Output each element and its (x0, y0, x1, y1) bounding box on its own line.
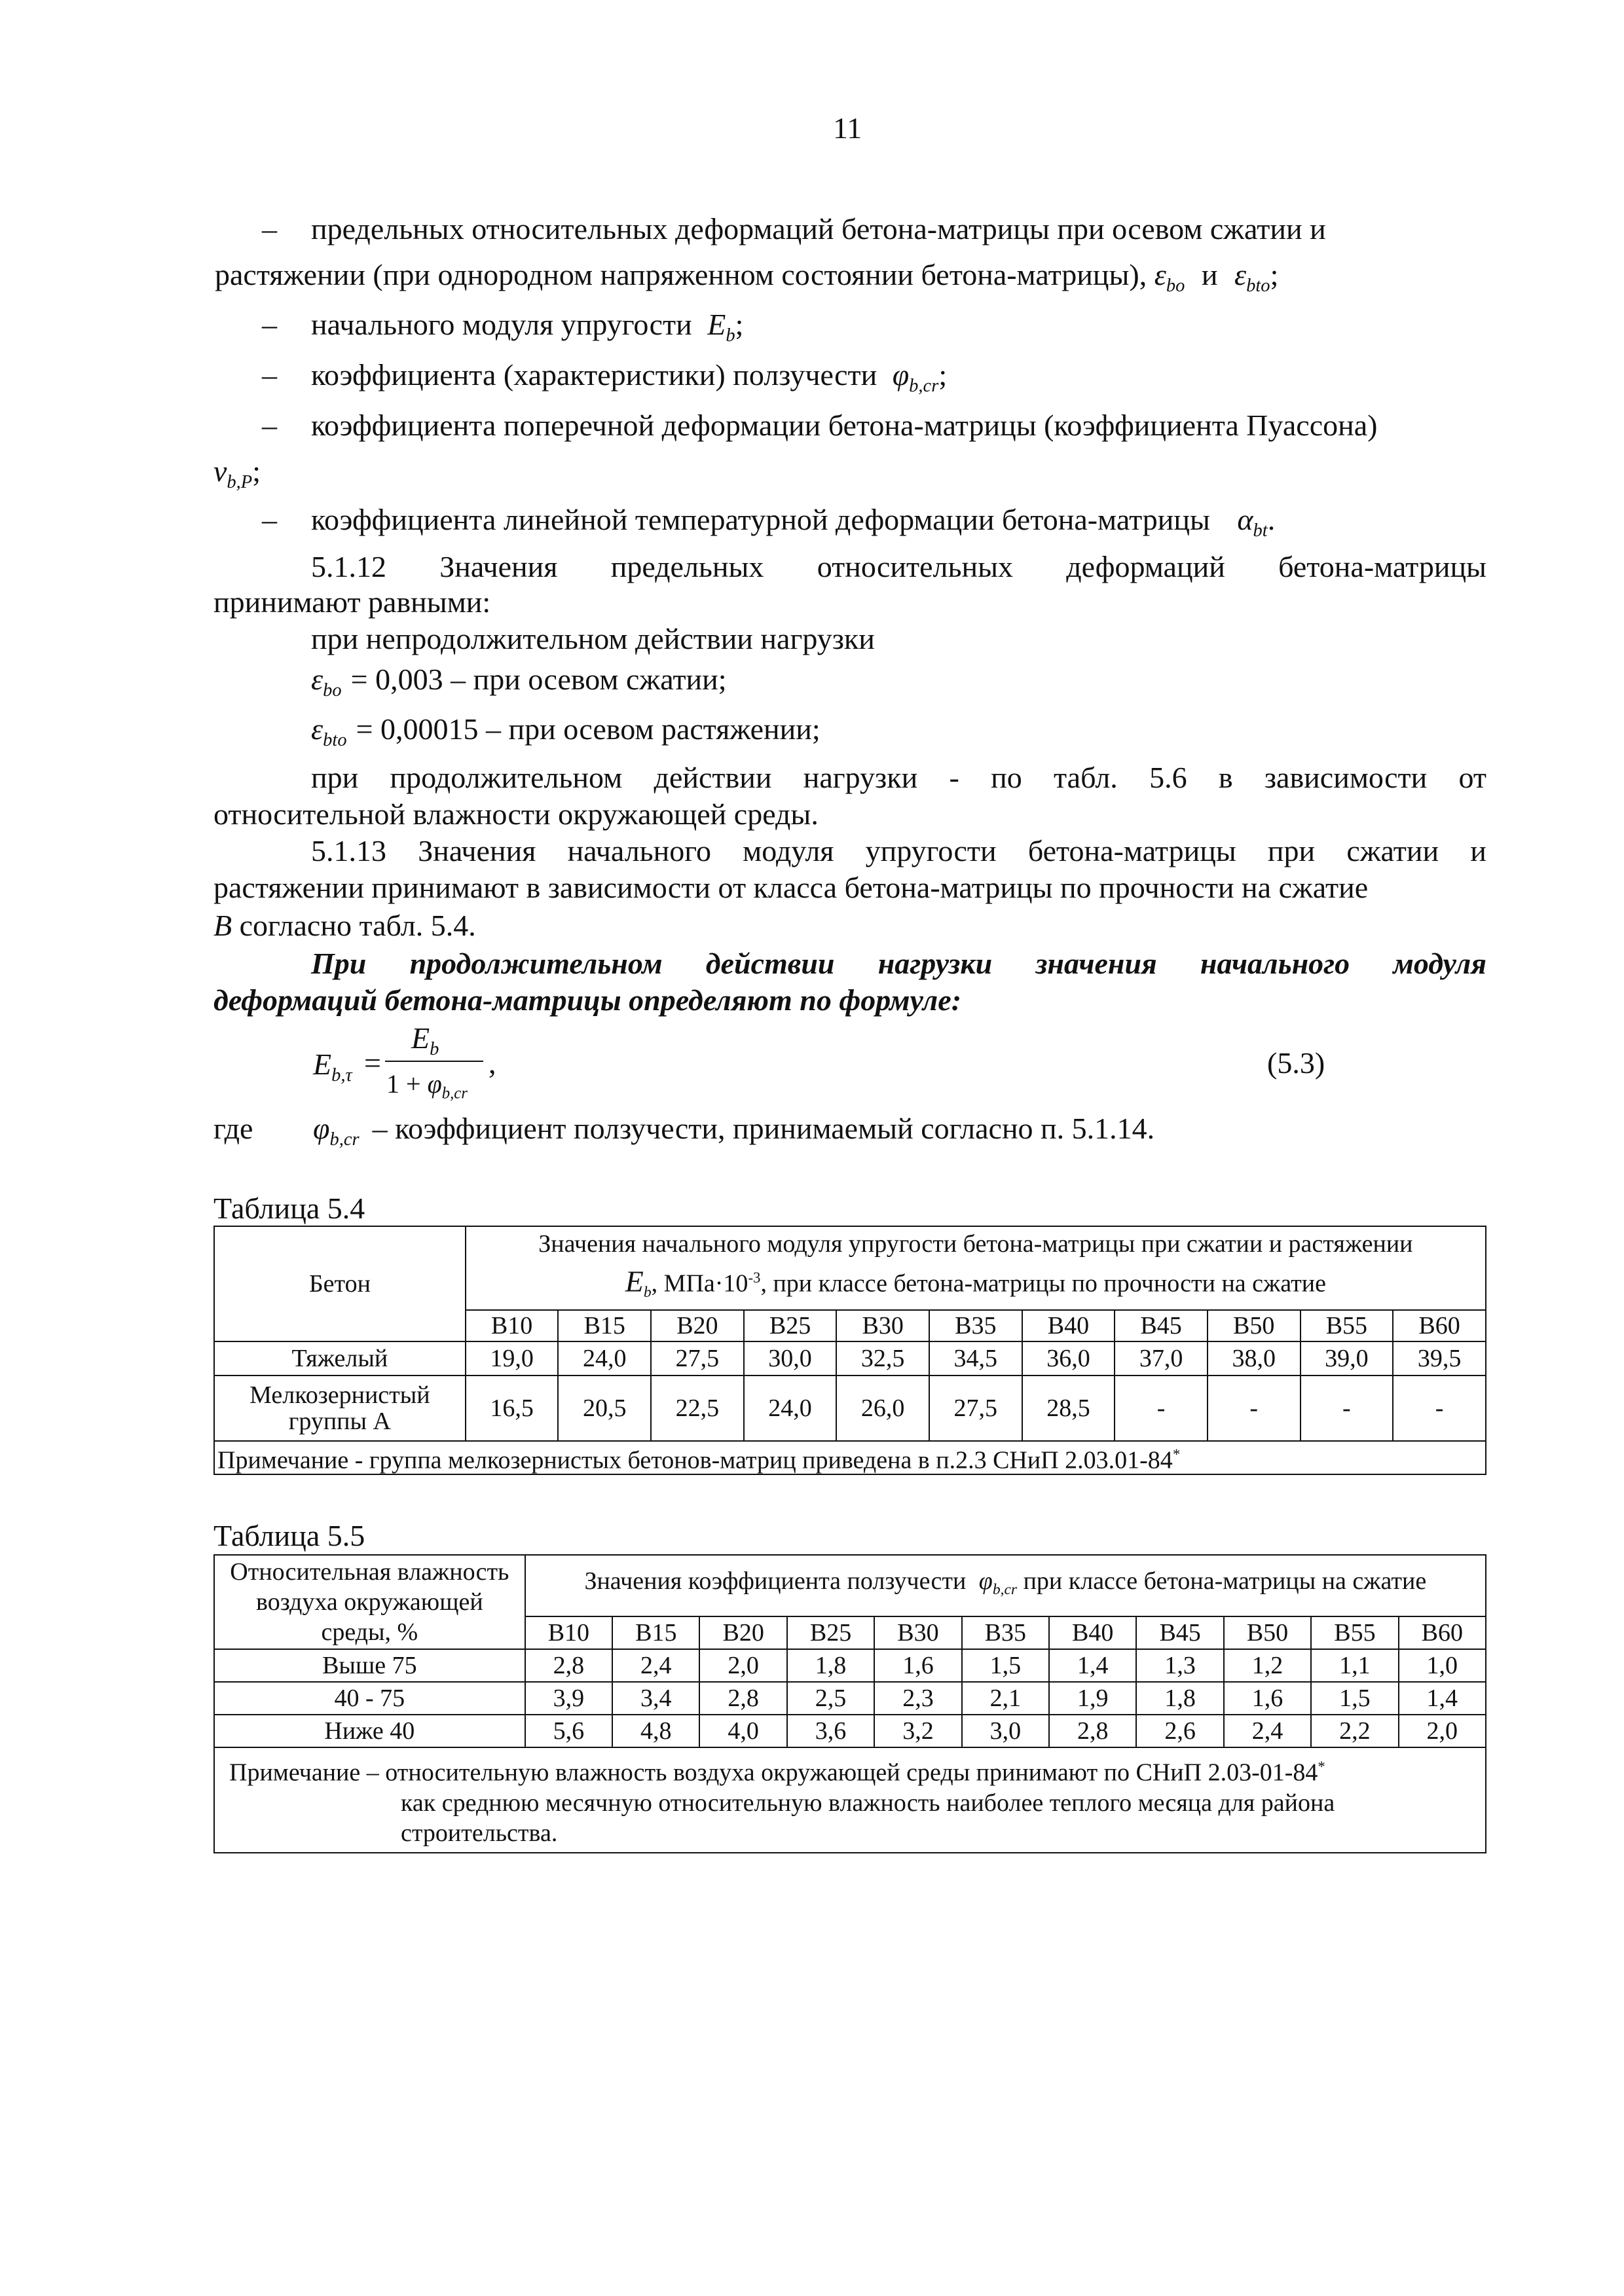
table-5-5-value-cell: 1,1 (1311, 1649, 1398, 1682)
formula-eps-bto: $\varepsilon_{bto} = 0,00015$ – при осевом растяжении; (311, 712, 821, 750)
table-5-5-row-label: Выше 75 (214, 1649, 525, 1682)
table-5-5-value-cell: 3,4 (612, 1682, 699, 1715)
table-5-5-value-cell: 2,5 (787, 1682, 874, 1715)
p512-line-6-word: зависимости (1264, 761, 1428, 794)
table-5-4-class-cell: B35 (929, 1310, 1022, 1341)
p512-line-6-word: от (1458, 761, 1486, 794)
p512-line-3: при непродолжительном действии нагрузки (311, 622, 875, 655)
table-5-5-value-cell: 2,2 (1311, 1715, 1398, 1747)
p512-line-6-word: нагрузки (803, 761, 918, 794)
table-5-4-col-header: Бетон (214, 1226, 466, 1341)
table-5-4-value-cell: 37,0 (1115, 1341, 1208, 1376)
p513-line-1-word: модуля (743, 834, 834, 867)
table-5-5-class-cell: B60 (1399, 1616, 1486, 1649)
p512-line-1-word: предельных (610, 550, 764, 583)
table-5-5-value-cell: 2,4 (612, 1649, 699, 1682)
bold-para-line-2: деформаций бетона-матрицы определяют по формуле: (213, 983, 962, 1017)
bullet-4-line-2: $\nu_{b,P}$; (213, 454, 261, 492)
table-5-5-value-cell: 1,8 (1136, 1682, 1223, 1715)
table-5-5-value-cell: 1,4 (1399, 1682, 1486, 1715)
table-5-5-value-cell: 2,1 (962, 1682, 1049, 1715)
bullet-3: коэффициента (характеристики) ползучести $\varphi_{b,cr}$; (311, 358, 948, 396)
formula-5-3: $E_{b,\tau}$ = $E_b$ $1 + \varphi_{b,cr}$ , (313, 1021, 496, 1102)
table-5-4-class-cell: B10 (466, 1310, 559, 1341)
table-5-4-class-cell: B25 (744, 1310, 837, 1341)
table-5-5-value-cell: 4,8 (612, 1715, 699, 1747)
p512-line-1-word: Значения (439, 550, 558, 583)
table-5-4-value-cell: 24,0 (744, 1376, 837, 1441)
table-5-5-value-cell: 2,8 (525, 1649, 612, 1682)
bullet-dash: – (262, 503, 277, 536)
p512-line-6 (311, 759, 1486, 796)
table-5-5-value-cell: 3,0 (962, 1715, 1049, 1747)
table-5-5-value-cell: 1,0 (1399, 1649, 1486, 1682)
table-5-5-value-cell: 1,5 (1311, 1682, 1398, 1715)
table-5-4-header: Значения начального модуля упругости бетона-матрицы при сжатии и растяжении $E_b$, $МПа\cdot 10^{-3}$, при классе бетона-матрицы по прочности на сжатие (466, 1226, 1486, 1310)
where-word: где (213, 1112, 253, 1145)
p513-line-2: растяжении принимают в зависимости от класса бетона-матрицы по прочности на сжатие (213, 871, 1369, 904)
bold-para-line-1-word: действии (705, 947, 835, 980)
table-5-5-class-cell: B15 (612, 1616, 699, 1649)
table-5-4-value-cell: 28,5 (1022, 1376, 1115, 1441)
table-5-4-class-cell: B15 (558, 1310, 651, 1341)
bold-para-line-1-word: модуля (1393, 947, 1486, 980)
table-5-5-class-cell: B20 (699, 1616, 786, 1649)
p512-line-7: относительной влажности окружающей среды. (213, 797, 819, 831)
table-5-4-value-cell: 20,5 (558, 1376, 651, 1441)
table-5-4-value-cell: 32,5 (836, 1341, 929, 1376)
p512-line-6-word: действии (654, 761, 772, 794)
p513-line-1-word: бетона-матрицы (1027, 834, 1236, 867)
table-5-5-class-cell: B30 (874, 1616, 961, 1649)
bold-para-line-1-word: продолжительном (409, 947, 663, 980)
table-5-4-row-label: Тяжелый (214, 1341, 466, 1376)
p512-line-6-word: при (311, 761, 359, 794)
table-5-5-value-cell: 1,9 (1049, 1682, 1136, 1715)
table-5-5-row-label: 40 - 75 (214, 1682, 525, 1715)
bullet-dash: – (262, 308, 277, 341)
table-5-5-value-cell: 3,6 (787, 1715, 874, 1747)
table-5-4-value-cell: - (1301, 1376, 1393, 1441)
table-5-4-value-cell: - (1115, 1376, 1208, 1441)
table-5-5-class-cell: B25 (787, 1616, 874, 1649)
bullet-dash: – (262, 358, 277, 392)
table-5-5-value-cell: 1,5 (962, 1649, 1049, 1682)
table-row (214, 1376, 1486, 1441)
bold-para-line-1 (311, 945, 1486, 982)
table-5-5-note: Примечание – относительную влажность воздуха окружающей среды принимают по СНиП 2.03-01-84* как среднюю месячную относительную влажность наиболее теплого месяца для района строительства. (214, 1747, 1486, 1853)
bullet-1-line-2: растяжении (при однородном напряженном состоянии бетона-матрицы), $\varepsilon_{bo}$ и $\varepsilon_{bto}$; (215, 258, 1279, 296)
p512-line-6-word: в (1218, 761, 1233, 794)
table-5-4-value-cell: 38,0 (1208, 1341, 1301, 1376)
table-5-4-value-cell: 16,5 (466, 1376, 559, 1441)
table-5-4-class-cell: B50 (1208, 1310, 1301, 1341)
bold-para-line-1-word: При (311, 947, 367, 980)
p512-line-6-word: по (991, 761, 1022, 794)
bullet-dash: – (262, 212, 277, 246)
table-5-5-value-cell: 3,9 (525, 1682, 612, 1715)
p513-line-1-word: при (1267, 834, 1316, 867)
table-5-4-value-cell: 22,5 (651, 1376, 744, 1441)
table-row (214, 1715, 1486, 1747)
table-5-5-header: Значения коэффициента ползучести $\varphi_{b,cr}$ при классе бетона-матрицы на сжатие (525, 1555, 1486, 1616)
table-5-4-class-cell: B55 (1301, 1310, 1393, 1341)
p512-line-6-word: 5.6 (1149, 761, 1187, 794)
table-5-4-value-cell: - (1393, 1376, 1486, 1441)
table-5-5-col-header: Относительная влажность воздуха окружающей среды, % (214, 1555, 525, 1649)
table-5-5-value-cell: 1,2 (1224, 1649, 1311, 1682)
table-5-4-value-cell: 26,0 (836, 1376, 929, 1441)
p512-line-1-word: 5.1.12 (311, 550, 386, 583)
bullet-dash: – (262, 409, 277, 442)
table-5-4-class-cell: B20 (651, 1310, 744, 1341)
table-5-5-value-cell: 5,6 (525, 1715, 612, 1747)
table-5-5-class-cell: B50 (1224, 1616, 1311, 1649)
table-5-4-class-cell: B40 (1022, 1310, 1115, 1341)
table-5-4-note: Примечание - группа мелкозернистых бетонов-матриц приведена в п.2.3 СНиП 2.03.01-84* (214, 1441, 1486, 1474)
table-5-5-value-cell: 2,8 (699, 1682, 786, 1715)
table-row (214, 1341, 1486, 1376)
table-5-4 (213, 1226, 1486, 1475)
p513-line-1 (311, 833, 1486, 869)
table-5-4-value-cell: 30,0 (744, 1341, 837, 1376)
table-row (214, 1649, 1486, 1682)
bold-para-line-1-word: нагрузки (877, 947, 993, 980)
p512-line-1-word: деформаций (1066, 550, 1225, 583)
p512-line-2: принимают равными: (213, 585, 491, 619)
where-definition: $\varphi_{b,cr}$ – коэффициент ползучести, принимаемый согласно п. 5.1.14. (313, 1112, 1155, 1150)
p512-line-1-word: бетона-матрицы (1278, 550, 1486, 583)
p513-line-1-word: начального (567, 834, 711, 867)
table-5-4-class-cell: B30 (836, 1310, 929, 1341)
p513-line-1-word: и (1470, 834, 1486, 867)
formula-number: (5.3) (1267, 1046, 1325, 1080)
table-5-4-row-label: Мелкозернистый группы А (214, 1376, 466, 1441)
table-5-5-value-cell: 1,3 (1136, 1649, 1223, 1682)
p512-line-6-word: табл. (1053, 761, 1118, 794)
page-number: 11 (833, 111, 862, 145)
formula-eps-bo: $\varepsilon_{bo} = 0,003$ – при осевом сжатии; (311, 663, 727, 701)
p512-line-6-word: - (949, 761, 959, 794)
table-5-5-value-cell: 2,3 (874, 1682, 961, 1715)
table-5-4-value-cell: 19,0 (466, 1341, 559, 1376)
table-5-5-value-cell: 1,6 (874, 1649, 961, 1682)
p513-line-1-word: сжатии (1346, 834, 1439, 867)
table-5-5-class-cell: B55 (1311, 1616, 1398, 1649)
table-5-4-value-cell: - (1208, 1376, 1301, 1441)
table-5-5-class-cell: B45 (1136, 1616, 1223, 1649)
p513-line-1-word: 5.1.13 (311, 834, 386, 867)
bullet-1-line-1: предельных относительных деформаций бетона-матрицы при осевом сжатии и (311, 212, 1326, 246)
p512-line-6-word: продолжительном (390, 761, 623, 794)
table-5-4-value-cell: 39,0 (1301, 1341, 1393, 1376)
table-5-4-value-cell: 39,5 (1393, 1341, 1486, 1376)
table-5-4-class-cell: B45 (1115, 1310, 1208, 1341)
p512-line-1 (311, 549, 1486, 585)
bold-para-line-1-word: начального (1200, 947, 1350, 980)
table-5-4-value-cell: 27,5 (929, 1376, 1022, 1441)
table-5-4-value-cell: 27,5 (651, 1341, 744, 1376)
table-5-4-class-cell: B60 (1393, 1310, 1486, 1341)
table-5-5-value-cell: 1,8 (787, 1649, 874, 1682)
table-5-4-value-cell: 36,0 (1022, 1341, 1115, 1376)
epsilon-bo-symbol: ε (1154, 258, 1166, 291)
table-5-4-value-cell: 34,5 (929, 1341, 1022, 1376)
table-5-5-class-cell: B10 (525, 1616, 612, 1649)
epsilon-bto-symbol: ε (1234, 258, 1247, 291)
table-5-5-value-cell: 2,8 (1049, 1715, 1136, 1747)
table-5-5-caption: Таблица 5.5 (213, 1519, 365, 1552)
bullet-5: коэффициента линейной температурной деформации бетона-матрицы $\alpha_{bt}$. (311, 503, 1276, 541)
table-5-5-class-cell: B35 (962, 1616, 1049, 1649)
p513-line-1-word: Значения (418, 834, 536, 867)
table-5-5-value-cell: 1,4 (1049, 1649, 1136, 1682)
p513-line-1-word: упругости (865, 834, 997, 867)
table-5-5-value-cell: 2,0 (699, 1649, 786, 1682)
bullet-2: начального модуля упругости $E_b$; (311, 308, 744, 346)
bold-para-line-1-word: значения (1035, 947, 1157, 980)
table-5-5-value-cell: 2,0 (1399, 1715, 1486, 1747)
table-5-4-caption: Таблица 5.4 (213, 1192, 365, 1225)
bullet-4-line-1: коэффициента поперечной деформации бетона-матрицы (коэффициента Пуассона) (311, 409, 1378, 442)
p513-line-3: B согласно табл. 5.4. (213, 909, 476, 942)
table-5-4-value-cell: 24,0 (558, 1341, 651, 1376)
table-5-5-class-cell: B40 (1049, 1616, 1136, 1649)
table-5-5-value-cell: 2,6 (1136, 1715, 1223, 1747)
table-5-5-value-cell: 3,2 (874, 1715, 961, 1747)
p512-line-1-word: относительных (817, 550, 1013, 583)
table-5-5-value-cell: 1,6 (1224, 1682, 1311, 1715)
table-5-5-row-label: Ниже 40 (214, 1715, 525, 1747)
table-5-5 (213, 1554, 1486, 1853)
table-row (214, 1682, 1486, 1715)
table-5-5-value-cell: 4,0 (699, 1715, 786, 1747)
table-5-5-value-cell: 2,4 (1224, 1715, 1311, 1747)
